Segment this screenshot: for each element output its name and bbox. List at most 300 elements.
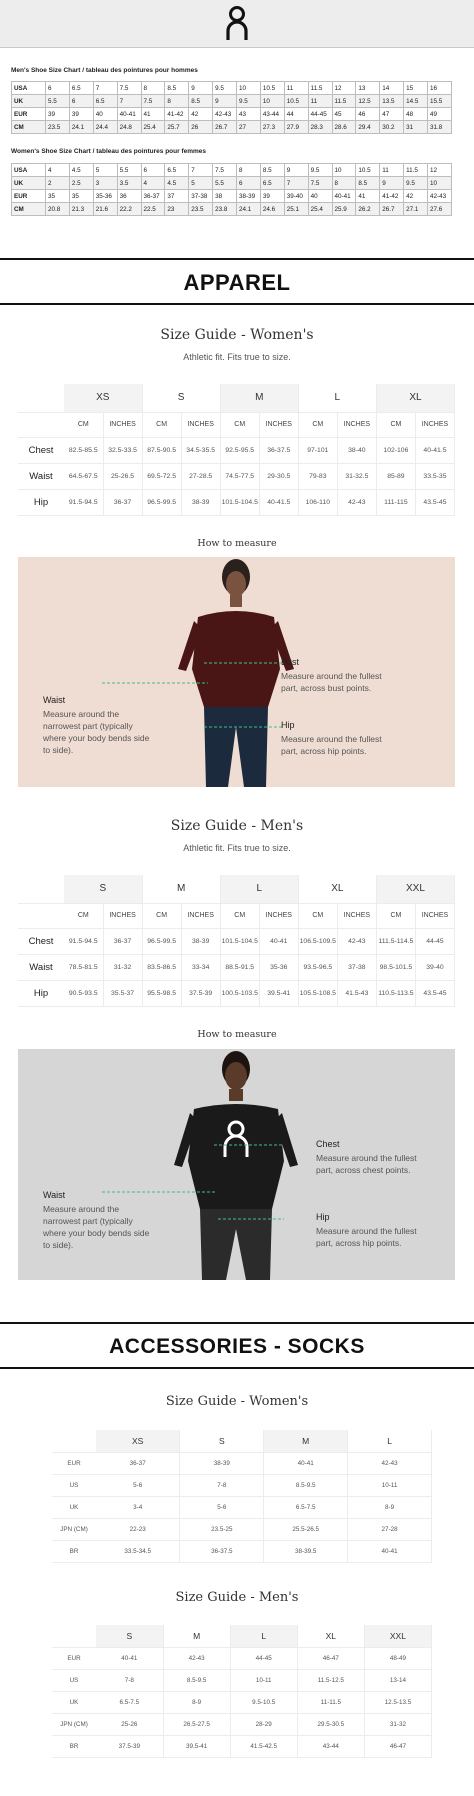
table-cell: 39.5-41 (259, 980, 298, 1006)
table-cell: 35-36 (93, 190, 117, 203)
table-row (52, 1691, 432, 1713)
table-cell: 22.5 (141, 203, 165, 216)
region-label: US (52, 1474, 96, 1496)
men-size-guide-subtitle: Athletic fit. Fits true to size. (183, 843, 291, 853)
table-cell: 25.4 (141, 121, 165, 134)
table-cell: 8-9 (348, 1496, 432, 1518)
table-cell: 82.5-85.5 (64, 437, 103, 463)
table-cell: 11 (284, 82, 308, 95)
table-cell: 38 (213, 190, 237, 203)
unit-cm: CM (64, 412, 103, 437)
row-label: USA (12, 164, 46, 177)
table-cell: 12.5 (356, 95, 380, 108)
size-header: L (348, 1430, 432, 1452)
table-cell: 22-23 (96, 1518, 180, 1540)
table-row (12, 190, 452, 203)
table-cell: 42-43 (213, 108, 237, 121)
table-cell: 101.5-104.5 (220, 928, 259, 954)
table-row (12, 82, 452, 95)
table-cell: 8 (332, 177, 356, 190)
table-cell: 15.5 (428, 95, 452, 108)
table-cell: 42 (189, 108, 213, 121)
table-cell: 4.5 (69, 164, 93, 177)
table-cell: 30.2 (380, 121, 404, 134)
table-cell: 27-28 (348, 1518, 432, 1540)
blank-cell (52, 1625, 96, 1647)
row-label: UK (12, 95, 46, 108)
size-header: S (96, 1625, 163, 1647)
measurement-label: Chest (18, 437, 64, 463)
table-cell: 6 (141, 164, 165, 177)
women-shoe-size-table (11, 163, 452, 216)
table-cell: 31-32 (364, 1713, 431, 1735)
table-cell: 9.5 (404, 177, 428, 190)
table-cell: 7 (117, 95, 141, 108)
table-cell: 24.1 (69, 121, 93, 134)
table-cell: 14.5 (404, 95, 428, 108)
table-row (12, 177, 452, 190)
women-measure-photo (18, 557, 455, 787)
size-header: M (264, 1430, 348, 1452)
table-cell: 3-4 (96, 1496, 180, 1518)
table-cell: 33.5-34.5 (96, 1540, 180, 1562)
row-label: CM (12, 203, 46, 216)
size-header: XXL (376, 875, 454, 903)
table-cell: 41 (356, 190, 380, 203)
table-cell: 33-34 (181, 954, 220, 980)
table-cell: 40 (93, 108, 117, 121)
table-cell: 4 (46, 164, 70, 177)
table-cell: 32.5-33.5 (103, 437, 142, 463)
men-shoe-chart-title: Men's Shoe Size Chart / tableau des pointures pour hommes (11, 67, 198, 74)
table-row (12, 121, 452, 134)
unit-inches: INCHES (337, 903, 376, 928)
table-cell: 10 (332, 164, 356, 177)
table-cell: 35 (69, 190, 93, 203)
table-cell: 13-14 (364, 1669, 431, 1691)
table-cell: 6.5 (165, 164, 189, 177)
table-cell: 36-37 (103, 489, 142, 515)
table-cell: 2 (46, 177, 70, 190)
table-cell: 98.5-101.5 (376, 954, 415, 980)
table-cell: 69.5-72.5 (142, 463, 181, 489)
table-cell: 10-11 (230, 1669, 297, 1691)
unit-inches: INCHES (259, 903, 298, 928)
table-cell: 85-89 (376, 463, 415, 489)
table-cell: 25.5-26.5 (264, 1518, 348, 1540)
size-header: M (163, 1625, 230, 1647)
unit-inches: INCHES (415, 903, 454, 928)
men-how-to-measure-title: How to measure (197, 1029, 277, 1040)
table-cell: 37.5-39 (181, 980, 220, 1006)
size-header: XS (96, 1430, 180, 1452)
table-cell: 11-11.5 (297, 1691, 364, 1713)
table-cell: 106.5-109.5 (298, 928, 337, 954)
measurement-label: Hip (18, 980, 64, 1006)
table-cell: 39 (46, 108, 70, 121)
table-cell: 96.5-99.5 (142, 489, 181, 515)
table-cell: 102-106 (376, 437, 415, 463)
table-cell: 4 (141, 177, 165, 190)
table-cell: 24.4 (93, 121, 117, 134)
size-header: XXL (364, 1625, 431, 1647)
men-shoe-size-table (11, 81, 452, 134)
unit-cm: CM (142, 412, 181, 437)
blank-cell (18, 384, 64, 412)
table-cell: 91.5-94.5 (64, 489, 103, 515)
row-label: EUR (12, 108, 46, 121)
table-cell: 31 (404, 121, 428, 134)
table-cell: 39.5-41 (163, 1735, 230, 1757)
unit-cm: CM (376, 412, 415, 437)
table-cell: 5-6 (96, 1474, 180, 1496)
table-cell: 6.5-7.5 (264, 1496, 348, 1518)
table-cell: 27.9 (284, 121, 308, 134)
table-cell: 38-39 (181, 489, 220, 515)
table-cell: 8.5-9.5 (264, 1474, 348, 1496)
table-cell: 29.4 (356, 121, 380, 134)
size-header: L (230, 1625, 297, 1647)
table-cell: 8.5 (356, 177, 380, 190)
table-cell: 25.1 (284, 203, 308, 216)
size-header-row (18, 384, 455, 412)
measurement-label: Hip (18, 489, 64, 515)
table-cell: 8.5-9.5 (163, 1669, 230, 1691)
table-row (12, 164, 452, 177)
table-cell: 42-43 (428, 190, 452, 203)
men-size-guide-title: Size Guide - Men's (170, 818, 304, 834)
measurement-row (18, 437, 455, 463)
table-cell: 23.8 (213, 203, 237, 216)
table-cell: 21.6 (93, 203, 117, 216)
table-cell: 5-6 (180, 1496, 264, 1518)
table-cell: 93.5-96.5 (298, 954, 337, 980)
table-cell: 10 (428, 177, 452, 190)
unit-cm: CM (220, 903, 259, 928)
table-cell: 36-37 (103, 928, 142, 954)
table-cell: 40-41 (96, 1647, 163, 1669)
table-cell: 11 (380, 164, 404, 177)
women-apparel-size-table (18, 384, 455, 516)
table-cell: 8.5 (165, 82, 189, 95)
unit-header-row (18, 903, 455, 928)
table-cell: 78.5-81.5 (64, 954, 103, 980)
table-cell: 28.3 (308, 121, 332, 134)
table-cell: 49 (428, 108, 452, 121)
table-cell: 7 (93, 82, 117, 95)
table-cell: 41-42 (380, 190, 404, 203)
measurement-row (18, 954, 455, 980)
men-measure-photo (18, 1049, 455, 1280)
table-cell: 10 (237, 82, 261, 95)
socks-heading: ACCESSORIES - SOCKS (109, 1335, 365, 1358)
table-cell: 25.4 (308, 203, 332, 216)
table-cell: 42-43 (348, 1452, 432, 1474)
size-header: XL (376, 384, 454, 412)
measurement-row (18, 463, 455, 489)
table-cell: 26.7 (213, 121, 237, 134)
table-cell: 27.1 (404, 203, 428, 216)
table-cell: 100.5-103.5 (220, 980, 259, 1006)
table-cell: 11 (308, 95, 332, 108)
table-cell: 40-41 (348, 1540, 432, 1562)
table-row (52, 1452, 432, 1474)
measurement-row (18, 980, 455, 1006)
size-header: S (142, 384, 220, 412)
table-cell: 40-41.5 (415, 437, 454, 463)
table-cell: 43-44 (260, 108, 284, 121)
table-cell: 34.5-35.5 (181, 437, 220, 463)
table-cell: 6.5-7.5 (96, 1691, 163, 1713)
table-cell: 6.5 (69, 82, 93, 95)
table-cell: 10 (260, 95, 284, 108)
table-cell: 38-39.5 (264, 1540, 348, 1562)
region-label: BR (52, 1735, 96, 1757)
table-cell: 40-41.5 (259, 489, 298, 515)
blank-cell (18, 903, 64, 928)
table-cell: 5 (93, 164, 117, 177)
table-cell: 40-41 (332, 190, 356, 203)
size-header: M (142, 875, 220, 903)
table-cell: 37-38 (337, 954, 376, 980)
unit-inches: INCHES (181, 412, 220, 437)
table-cell: 3 (93, 177, 117, 190)
table-cell: 42 (404, 190, 428, 203)
measurement-label: Waist (18, 954, 64, 980)
table-cell: 27 (237, 121, 261, 134)
table-cell: 42-43 (163, 1647, 230, 1669)
table-cell: 35.5-37 (103, 980, 142, 1006)
row-label: UK (12, 177, 46, 190)
table-cell: 23 (165, 203, 189, 216)
table-row (52, 1669, 432, 1691)
table-cell: 42-43 (337, 928, 376, 954)
size-header: XL (297, 1625, 364, 1647)
size-header: S (64, 875, 142, 903)
table-cell: 14 (380, 82, 404, 95)
socks-women-guide-title: Size Guide - Women's (165, 1394, 309, 1409)
table-cell: 38-39 (181, 928, 220, 954)
table-cell: 41-42 (165, 108, 189, 121)
table-cell: 11.5 (404, 164, 428, 177)
table-cell: 10.5 (284, 95, 308, 108)
table-cell: 79-83 (298, 463, 337, 489)
table-cell: 22.2 (117, 203, 141, 216)
table-cell: 12.5-13.5 (364, 1691, 431, 1713)
table-row (12, 108, 452, 121)
region-label: UK (52, 1691, 96, 1713)
table-cell: 23.5 (189, 203, 213, 216)
table-cell: 48 (404, 108, 428, 121)
socks-divider-bottom (0, 1367, 474, 1369)
unit-cm: CM (376, 903, 415, 928)
men-apparel-size-table (18, 875, 455, 1007)
section-divider-top (0, 258, 474, 260)
table-cell: 29.5-30.5 (297, 1713, 364, 1735)
table-cell: 41.5-42.5 (230, 1735, 297, 1757)
table-cell: 7-8 (96, 1669, 163, 1691)
table-cell: 6 (46, 82, 70, 95)
table-cell: 35 (46, 190, 70, 203)
table-cell: 10.5 (356, 164, 380, 177)
table-cell: 36 (117, 190, 141, 203)
table-cell: 10.5 (260, 82, 284, 95)
table-cell: 43 (237, 108, 261, 121)
table-cell: 7-8 (180, 1474, 264, 1496)
size-header: L (298, 384, 376, 412)
table-cell: 26 (189, 121, 213, 134)
table-cell: 36-37.5 (259, 437, 298, 463)
table-cell: 21.3 (69, 203, 93, 216)
table-cell: 20.8 (46, 203, 70, 216)
waist-description: Measure around the narrowest part (typically where your body bends side to side). (43, 709, 150, 755)
table-cell: 41.5-43 (337, 980, 376, 1006)
table-cell: 3.5 (117, 177, 141, 190)
table-cell: 36-37.5 (180, 1540, 264, 1562)
blank-cell (18, 875, 64, 903)
measurement-row (18, 928, 455, 954)
table-row (12, 95, 452, 108)
table-cell: 35-36 (259, 954, 298, 980)
table-cell: 7 (189, 164, 213, 177)
table-row (52, 1518, 432, 1540)
table-cell: 25.9 (332, 203, 356, 216)
table-cell: 111.5-114.5 (376, 928, 415, 954)
table-cell: 9 (380, 177, 404, 190)
men-waist-label: Waist (43, 1190, 66, 1200)
unit-cm: CM (64, 903, 103, 928)
measurement-label: Chest (18, 928, 64, 954)
table-row (52, 1540, 432, 1562)
table-cell: 16 (428, 82, 452, 95)
table-cell: 7.5 (117, 82, 141, 95)
table-cell: 25-26 (96, 1713, 163, 1735)
table-cell: 92.5-95.5 (220, 437, 259, 463)
table-row (52, 1713, 432, 1735)
table-cell: 11.5 (332, 95, 356, 108)
table-cell: 40-41 (259, 928, 298, 954)
table-cell: 28.6 (332, 121, 356, 134)
unit-cm: CM (142, 903, 181, 928)
section-divider-bottom (0, 303, 474, 305)
region-label: JPN (CM) (52, 1518, 96, 1540)
chest-label: Chest (316, 1139, 340, 1149)
socks-men-size-table (52, 1625, 432, 1758)
table-cell: 25-26.5 (103, 463, 142, 489)
men-hip-label: Hip (316, 1212, 330, 1222)
unit-inches: INCHES (103, 903, 142, 928)
table-cell: 38-40 (337, 437, 376, 463)
table-cell: 96.5-99.5 (142, 928, 181, 954)
size-header: XS (64, 384, 142, 412)
unit-inches: INCHES (337, 412, 376, 437)
table-cell: 37.5-39 (96, 1735, 163, 1757)
table-row (52, 1735, 432, 1757)
table-cell: 43.5-45 (415, 489, 454, 515)
table-cell: 2.5 (69, 177, 93, 190)
table-cell: 6 (237, 177, 261, 190)
table-cell: 83.5-86.5 (142, 954, 181, 980)
hip-label: Hip (281, 720, 295, 730)
unit-inches: INCHES (259, 412, 298, 437)
unit-header-row (18, 412, 455, 437)
table-cell: 25.7 (165, 121, 189, 134)
socks-divider-top (0, 1322, 474, 1324)
men-waist-description: Measure around the narrowest part (typically where your body bends side to side). (43, 1204, 150, 1250)
table-cell: 8 (237, 164, 261, 177)
table-cell: 7.5 (213, 164, 237, 177)
table-cell: 8 (165, 95, 189, 108)
unit-cm: CM (298, 412, 337, 437)
table-row (12, 203, 452, 216)
table-cell: 7.5 (308, 177, 332, 190)
table-cell: 9 (189, 82, 213, 95)
table-cell: 44-45 (230, 1647, 297, 1669)
table-cell: 9.5-10.5 (230, 1691, 297, 1713)
table-cell: 13.5 (380, 95, 404, 108)
measurement-row (18, 489, 455, 515)
bust-label: Bust (281, 657, 300, 667)
table-cell: 111-115 (376, 489, 415, 515)
table-cell: 24.1 (237, 203, 261, 216)
row-label: EUR (12, 190, 46, 203)
women-how-to-measure-title: How to measure (197, 538, 277, 549)
table-cell: 39-40 (284, 190, 308, 203)
table-cell: 101.5-104.5 (220, 489, 259, 515)
socks-women-size-table (52, 1430, 432, 1563)
table-cell: 27.6 (428, 203, 452, 216)
table-cell: 46-47 (297, 1647, 364, 1669)
table-cell: 87.5-90.5 (142, 437, 181, 463)
table-cell: 64.5-67.5 (64, 463, 103, 489)
hip-description: Measure around the fullest part, across hip points. (281, 734, 382, 756)
chest-description: Measure around the fullest part, across chest points. (316, 1153, 417, 1175)
on-logo-icon[interactable] (222, 4, 252, 44)
table-cell: 91.5-94.5 (64, 928, 103, 954)
table-cell: 8.5 (189, 95, 213, 108)
table-cell: 31-32.5 (337, 463, 376, 489)
unit-inches: INCHES (181, 903, 220, 928)
unit-inches: INCHES (415, 412, 454, 437)
table-row (52, 1474, 432, 1496)
table-cell: 74.5-77.5 (220, 463, 259, 489)
table-cell: 8.5 (260, 164, 284, 177)
size-header: S (180, 1430, 264, 1452)
region-label: BR (52, 1540, 96, 1562)
table-cell: 5.5 (213, 177, 237, 190)
table-cell: 12 (332, 82, 356, 95)
table-cell: 106-110 (298, 489, 337, 515)
table-cell: 43-44 (297, 1735, 364, 1757)
table-cell: 88.5-91.5 (220, 954, 259, 980)
table-cell: 31-32 (103, 954, 142, 980)
size-header: L (220, 875, 298, 903)
table-cell: 26.7 (380, 203, 404, 216)
table-cell: 41 (141, 108, 165, 121)
women-size-guide-subtitle: Athletic fit. Fits true to size. (183, 352, 291, 362)
table-cell: 95.5-98.5 (142, 980, 181, 1006)
size-header-row (52, 1430, 432, 1452)
size-header: XL (298, 875, 376, 903)
table-cell: 13 (356, 82, 380, 95)
table-cell: 40-41 (264, 1452, 348, 1474)
table-cell: 37 (165, 190, 189, 203)
table-cell: 9.5 (213, 82, 237, 95)
table-cell: 29-30.5 (259, 463, 298, 489)
table-cell: 23.5-25 (180, 1518, 264, 1540)
table-cell: 12 (428, 164, 452, 177)
table-cell: 7.5 (141, 95, 165, 108)
